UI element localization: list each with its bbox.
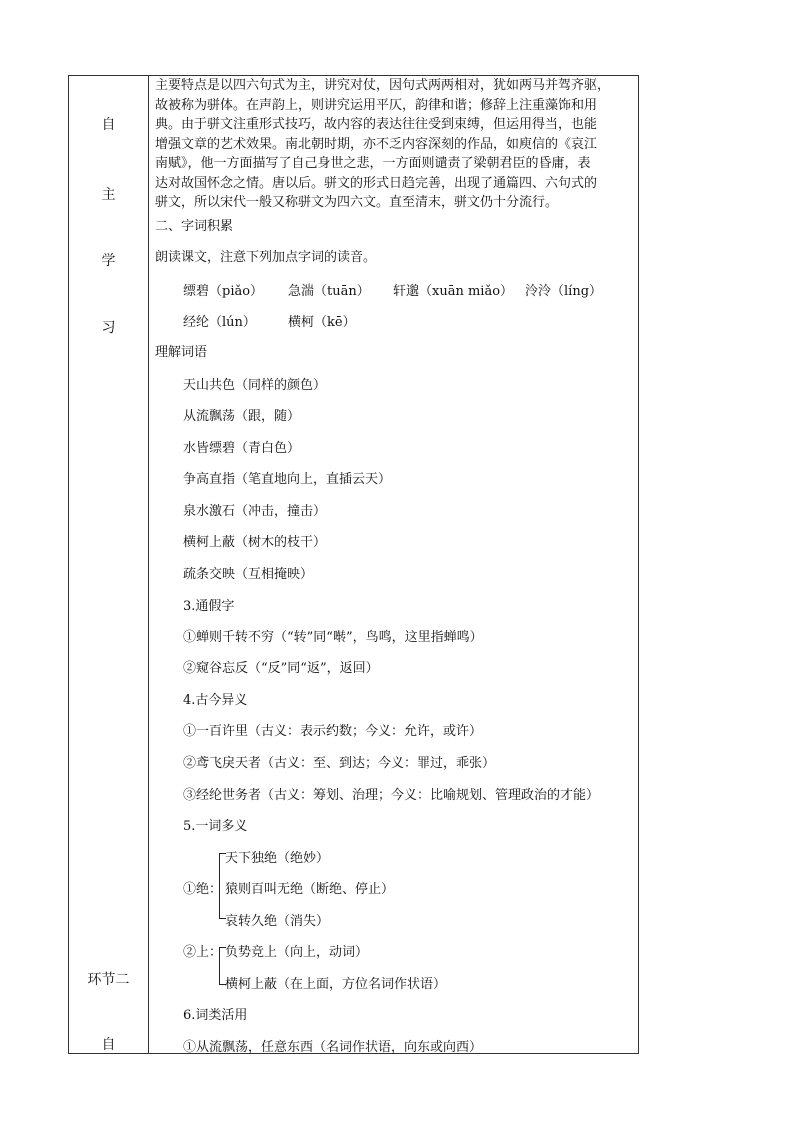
left-label-xue: 学 [101,253,116,269]
jue-label: ①绝： [183,882,223,897]
section-heading-ciyu: 二、字词积累 [155,219,234,234]
pron-item: 横柯（kē） [288,315,356,330]
intro-line: 故被称为骈体。在声韵上，则讲究运用平仄，韵律和谐；修辞上注重藻饰和用 [155,97,598,113]
yici-heading: 5.一词多义 [183,819,248,834]
word-item: 争高直指（笔直地向上，直插云天） [183,472,392,487]
jue-item: 天下独绝（绝妙） [225,851,330,866]
jue-item: 猿则百叫无绝（断绝、停止） [225,882,395,897]
word-item: 天山共色（同样的颜色） [183,378,327,393]
shang-item: 横柯上蔽（在上面，方位名词作状语） [225,977,447,992]
left-label-huanjie: 环节二 [87,972,130,988]
left-label-xi: 习 [101,320,116,336]
intro-line: 典。由于骈文注重形式技巧，故内容的表达往往受到束缚，但运用得当，也能 [155,117,598,132]
word-item: 疏条交映（互相掩映） [183,567,314,582]
tongjia-item: ②窥谷忘反（“反”同“返”，返回） [183,661,379,676]
content-table [68,75,639,1054]
shang-label: ②上： [183,945,223,960]
cilei-item: ①从流飘荡，任意东西（名词作状语，向东或向西） [183,1040,483,1055]
tongjia-item: ①蝉则千转不穷（“转”同“啭”，鸟鸣，这里指蝉鸣） [183,630,483,645]
word-item: 水皆缥碧（青白色） [183,441,301,456]
column-divider [148,76,149,1053]
instruction-text: 朗读课文，注意下列加点字词的读音。 [155,250,377,265]
shang-item: 负势竞上（向上，动词） [225,945,369,960]
gujin-item: ②鸢飞戾天者（古义：至、到达；今义：罪过，乖张） [183,756,496,771]
gujin-item: ①一百许里（古义：表示约数；今义：允许，或许） [183,724,483,739]
left-label-zi-2: 自 [101,1037,116,1053]
word-item: 泉水激石（冲击，撞击） [183,504,327,519]
pron-item: 急湍（tuān） [288,284,370,299]
intro-line: 主要特点是以四六句式为主，讲究对仗，因句式两两相对，犹如两马并驾齐驱， [155,78,611,93]
intro-line: 骈文，所以宋代一般又称骈文为四六文。直至清末，骈文仍十分流行。 [155,195,559,210]
left-label-zhu: 主 [101,187,116,203]
pron-item: 经纶（lún） [183,315,256,330]
word-item: 从流飘荡（跟，随） [183,409,301,424]
left-label-zi: 自 [101,117,116,133]
gujin-heading: 4.古今异义 [183,693,248,708]
gujin-item: ③经纶世务者（古义：筹划、治理；今义：比喻规划、管理政治的才能） [183,788,600,803]
intro-line: 增强文章的艺术效果。南北朝时期，亦不乏内容深刻的作品，如庾信的《哀江 [155,136,598,152]
jue-item: 哀转久绝（消失） [225,914,330,929]
intro-line: 达对故国怀念之情。唐以后。骈文的形式日趋完善，出现了通篇四、六句式的 [155,175,598,191]
intro-line: 南赋》，他一方面描写了自己身世之悲，一方面则谴责了梁朝君臣的昏庸，表 [155,156,591,171]
pron-item: 缥碧（piǎo） [183,284,264,299]
pron-item: 轩邈（xuān miǎo） [393,284,514,299]
tongjia-heading: 3.通假字 [183,599,235,614]
word-item: 横柯上蔽（树木的枝干） [183,535,327,550]
cilei-heading: 6.词类活用 [183,1008,248,1023]
understand-heading: 理解词语 [155,345,208,360]
pron-item: 泠泠（líng） [525,284,603,299]
